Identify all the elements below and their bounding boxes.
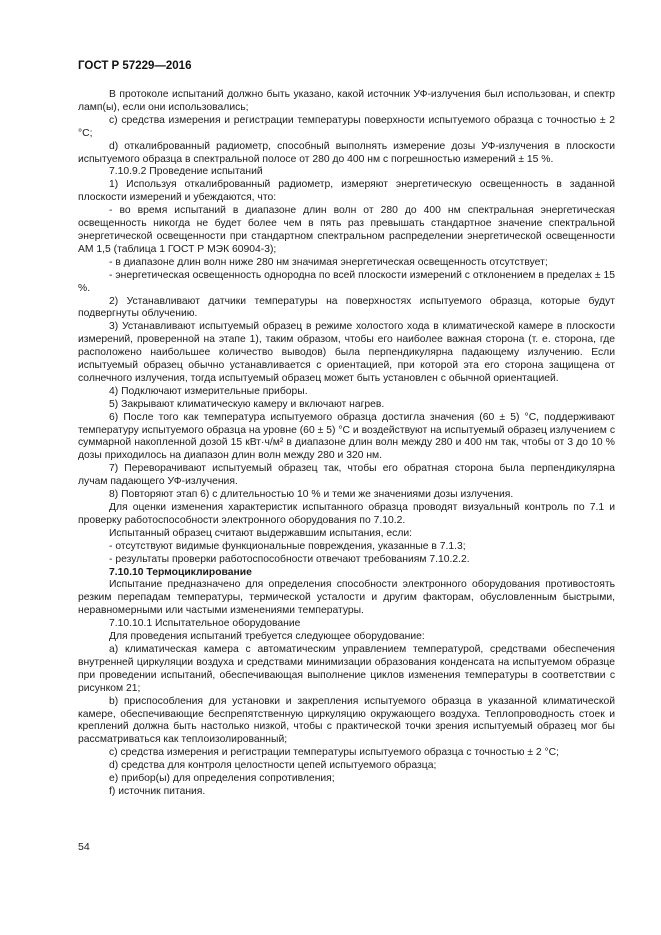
paragraph: 1) Используя откалиброванный радиометр, измеряют энергетическую освещенность в заданной плоскости измерений и убеждаются, что: — [78, 179, 615, 204]
paragraph: c) средства измерения и регистрации температуры поверхности испытуемого образца с точностью ± 2 °С; — [78, 114, 615, 139]
paragraph: a) климатическая камера с автоматическим управлением температурой, средствами обеспечения внутренней циркуляции воздуха и средствами минимизации образования конденсата на испытуемом образце при проведении испытаний, обеспечивающая выполнение циклов изменения температуры в соответствии с рисунком 21; — [78, 643, 615, 694]
paragraph: d) откалиброванный радиометр, способный выполнять измерение дозы УФ-излучения в плоскости испытуемого образца в спектральной полосе от 280 до 400 нм с погрешностью измерений ± 15 %. — [78, 140, 615, 165]
paragraph: Испытание предназначено для определения способности электронного оборудования противостоять резким перепадам температуры, термической усталости и другим факторам, обусловленным быстрыми, неравномерными или частыми изменениями температуры. — [78, 579, 615, 617]
paragraph: В протоколе испытаний должно быть указано, какой источник УФ-излучения был использован, и спектр ламп(ы), если они использовались; — [78, 89, 615, 113]
document-body — [78, 89, 615, 799]
paragraph: Для проведения испытаний требуется следующее оборудование: — [109, 631, 425, 643]
paragraph: Для оценки изменения характеристик испытанного образца проводят визуальный контроль по 7.1 и проверку работоспособности электронного оборудования по 7.10.2. — [78, 502, 615, 526]
paragraph: - во время испытаний в диапазоне длин волн от 280 до 400 нм спектральная энергетическая освещенность никогда не будет более чем в пять раз превышать стандартное значение спектральной энергетической освещенности при стандартном спектральном распределении энергетической освещенности АМ 1,5 (таблица 1 ГОСТ Р МЭК 60904-3); — [78, 205, 615, 255]
paragraph: e) прибор(ы) для определения сопротивления; — [109, 773, 335, 785]
paragraph: 7.10.10.1 Испытательное оборудование — [109, 618, 301, 630]
paragraph: 2) Устанавливают датчики температуры на поверхностях испытуемого образца, которые будут подвергнуты облучению. — [78, 295, 615, 320]
paragraph: - в диапазоне длин волн ниже 280 нм значимая энергетическая освещенность отсутствует; — [109, 256, 548, 268]
paragraph: 8) Повторяют этап 6) с длительностью 10 % и теми же значениями дозы излучения. — [109, 489, 514, 501]
paragraph: c) средства измерения и регистрации температуры испытуемого образца с точностью ± 2 °С; — [109, 747, 559, 759]
paragraph: 4) Подключают измерительные приборы. — [109, 385, 308, 397]
paragraph: Испытанный образец считают выдержавшим испытания, если: — [109, 527, 413, 539]
paragraph: b) приспособления для установки и закрепления испытуемого образца в указанной климатической камере, обеспечивающие беспрепятственную циркуляцию окружающего воздуха. Теплопроводность стоек и креплений должна быть настолько низкой, чтобы с практической точки зрения испытуемый образец мог бы рассматриваться как теплоизолированный; — [78, 695, 615, 746]
section-heading: 7.10.10 Термоциклирование — [109, 566, 252, 578]
paragraph: 6) После того как температура испытуемого образца достигла значения (60 ± 5) °С, поддерживают температуру испытуемого образца на уровне (60 ± 5) °С и воздействуют на испытуемый образец излучением с суммарной накопленной дозой 15 кВт·ч/м² в диапазоне длин волн между 280 и 400 нм так, чтобы от 3 до 10 % дозы приходилось на диапазон длин волн между 280 и 320 нм. — [78, 411, 615, 462]
paragraph: 7) Переворачивают испытуемый образец так, чтобы его обратная сторона была перпендикулярна лучам падающего УФ-излучения. — [78, 463, 615, 488]
paragraph: 3) Устанавливают испытуемый образец в режиме холостого хода в климатической камере в плоскости измерений, проверенной на этапе 1), таким образом, чтобы его наиболее важная сторона (т. е. сторона, где расположено наибольшее количество выводов) была перпендикулярна падающему излучению. Если испытуемый образец обычно устанавливается с ориентацией, при которой эта его сторона защищена от солнечного излучения, тогда испытуемый образец может быть установлен с обычной ориентацией. — [78, 321, 615, 384]
paragraph: 7.10.9.2 Проведение испытаний — [109, 166, 263, 178]
page-number: 54 — [78, 841, 90, 853]
paragraph: f) источник питания. — [109, 785, 206, 797]
standard-header: ГОСТ Р 57229—2016 — [78, 60, 192, 72]
paragraph: 5) Закрывают климатическую камеру и включают нагрев. — [109, 398, 385, 410]
paragraph: - результаты проверки работоспособности отвечают требованиям 7.10.2.2. — [109, 553, 470, 565]
paragraph: d) средства для контроля целостности цепей испытуемого образца; — [109, 760, 437, 772]
paragraph: - энергетическая освещенность однородна по всей плоскости измерений с отклонением в пределах ± 15 %. — [78, 269, 615, 294]
paragraph: - отсутствуют видимые функциональные повреждения, указанные в 7.1.3; — [109, 540, 466, 552]
